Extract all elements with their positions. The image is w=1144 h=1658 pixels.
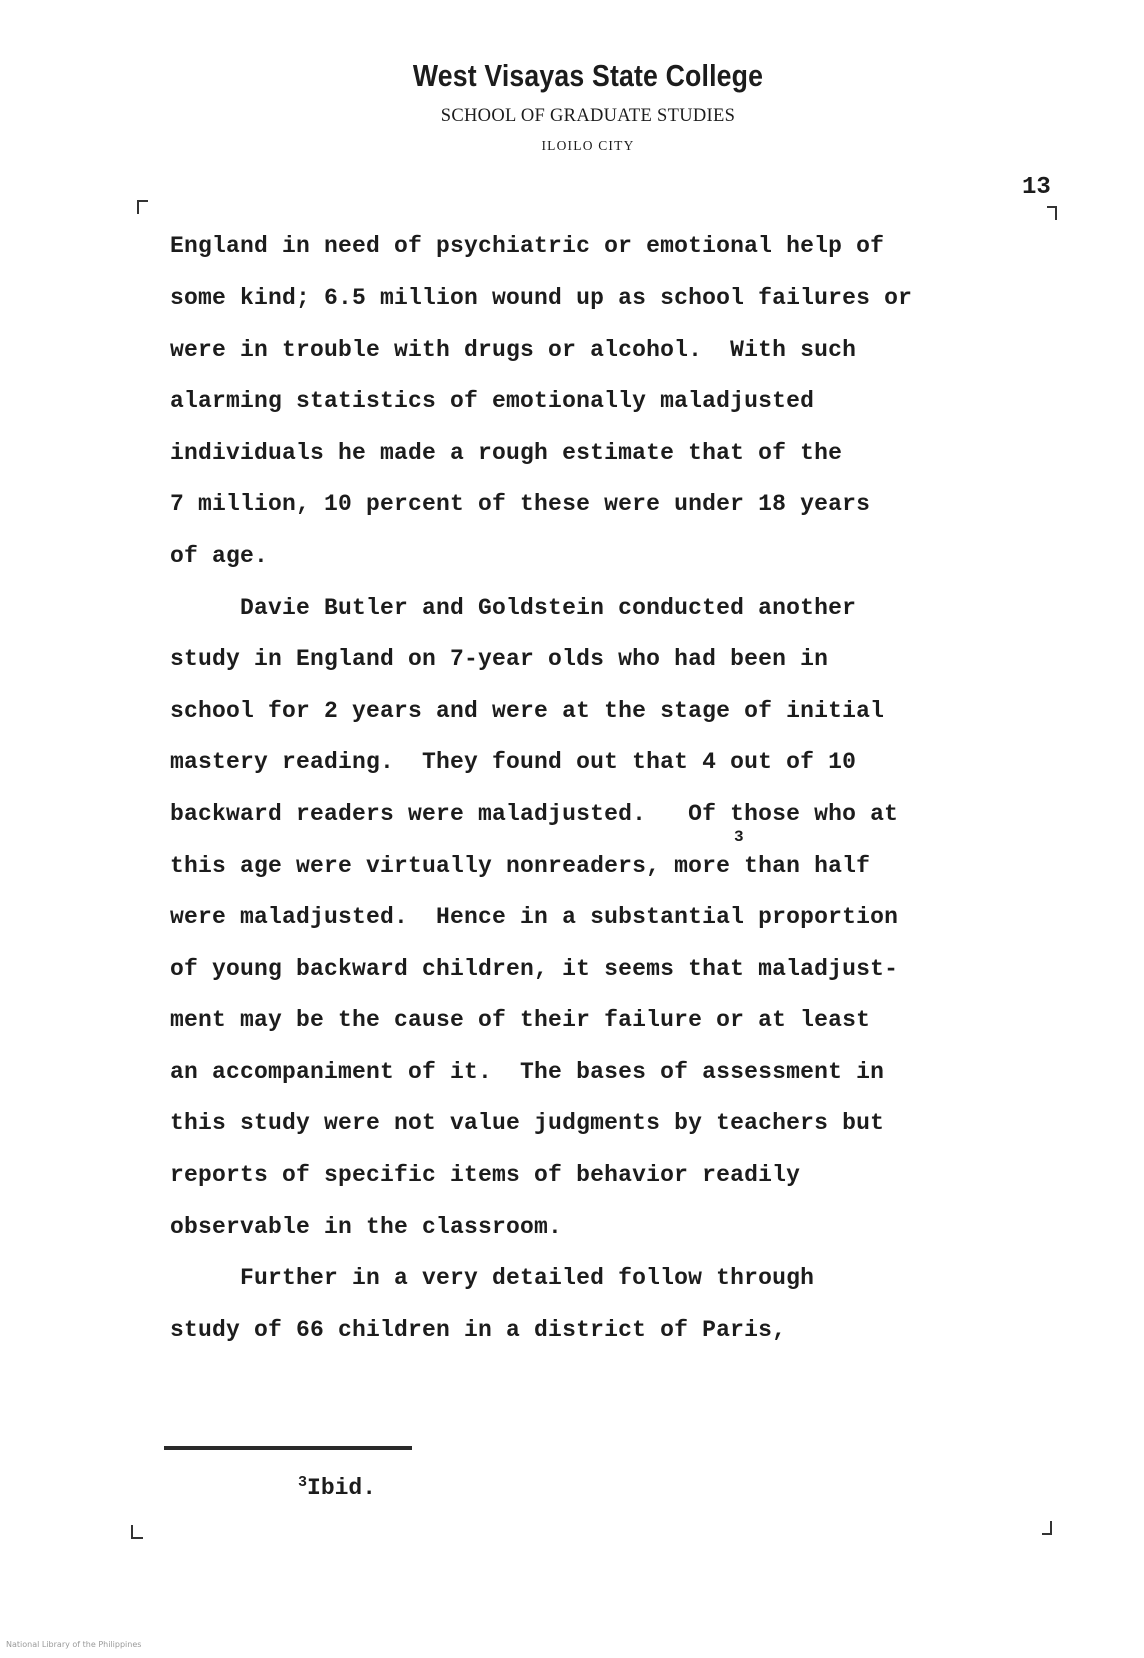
footnote	[298, 1474, 376, 1501]
body-line: an accompaniment of it. The bases of assessment in	[170, 1059, 885, 1085]
body-line: alarming statistics of emotionally maladjusted	[170, 388, 815, 414]
crop-mark-bottom-left	[131, 1525, 143, 1539]
body-line: some kind; 6.5 million wound up as school failures or	[170, 285, 913, 311]
body-line: observable in the classroom.	[170, 1214, 563, 1240]
body-line: backward readers were maladjusted. Of those who at	[170, 801, 899, 827]
crop-mark-bottom-right	[1042, 1521, 1052, 1535]
body-line: were maladjusted. Hence in a substantial proportion	[170, 904, 899, 930]
crop-mark-top-left	[137, 200, 148, 214]
body-line: of age.	[170, 543, 269, 569]
body-line: of young backward children, it seems that maladjust-	[170, 956, 899, 982]
body-line: 7 million, 10 percent of these were under 18 years	[170, 491, 871, 517]
body-line: Further in a very detailed follow through	[170, 1265, 815, 1291]
footnote-separator	[164, 1446, 412, 1450]
body-line: this study were not value judgments by teachers but	[170, 1110, 885, 1136]
body-line: study in England on 7-year olds who had been in	[170, 646, 829, 672]
footnote-marker: 3	[298, 1474, 308, 1491]
body-line: this age were virtually nonreaders, more than half	[170, 853, 871, 879]
body-line: school for 2 years and were at the stage of initial	[170, 698, 885, 724]
body-line: study of 66 children in a district of Paris,	[170, 1317, 787, 1343]
footnote-reference: 3	[734, 828, 744, 846]
body-line: reports of specific items of behavior readily	[170, 1162, 801, 1188]
archival-stamp: National Library of the Philippines	[6, 1640, 142, 1649]
body-line: ment may be the cause of their failure or at least	[170, 1007, 871, 1033]
footnote-text: Ibid.	[307, 1475, 377, 1501]
body-line: Davie Butler and Goldstein conducted another	[170, 595, 857, 621]
city-name: ILOILO CITY	[541, 138, 635, 153]
page-number: 13	[1022, 174, 1051, 201]
crop-mark-top-right	[1047, 206, 1057, 220]
college-name: West Visayas State College	[412, 58, 764, 93]
body-line: were in trouble with drugs or alcohol. With such	[170, 337, 857, 363]
school-name: SCHOOL OF GRADUATE STUDIES	[440, 106, 736, 126]
body-line: England in need of psychiatric or emotional help of	[170, 233, 885, 259]
body-line: mastery reading. They found out that 4 out of 10	[170, 749, 857, 775]
body-line: individuals he made a rough estimate that of the	[170, 440, 843, 466]
